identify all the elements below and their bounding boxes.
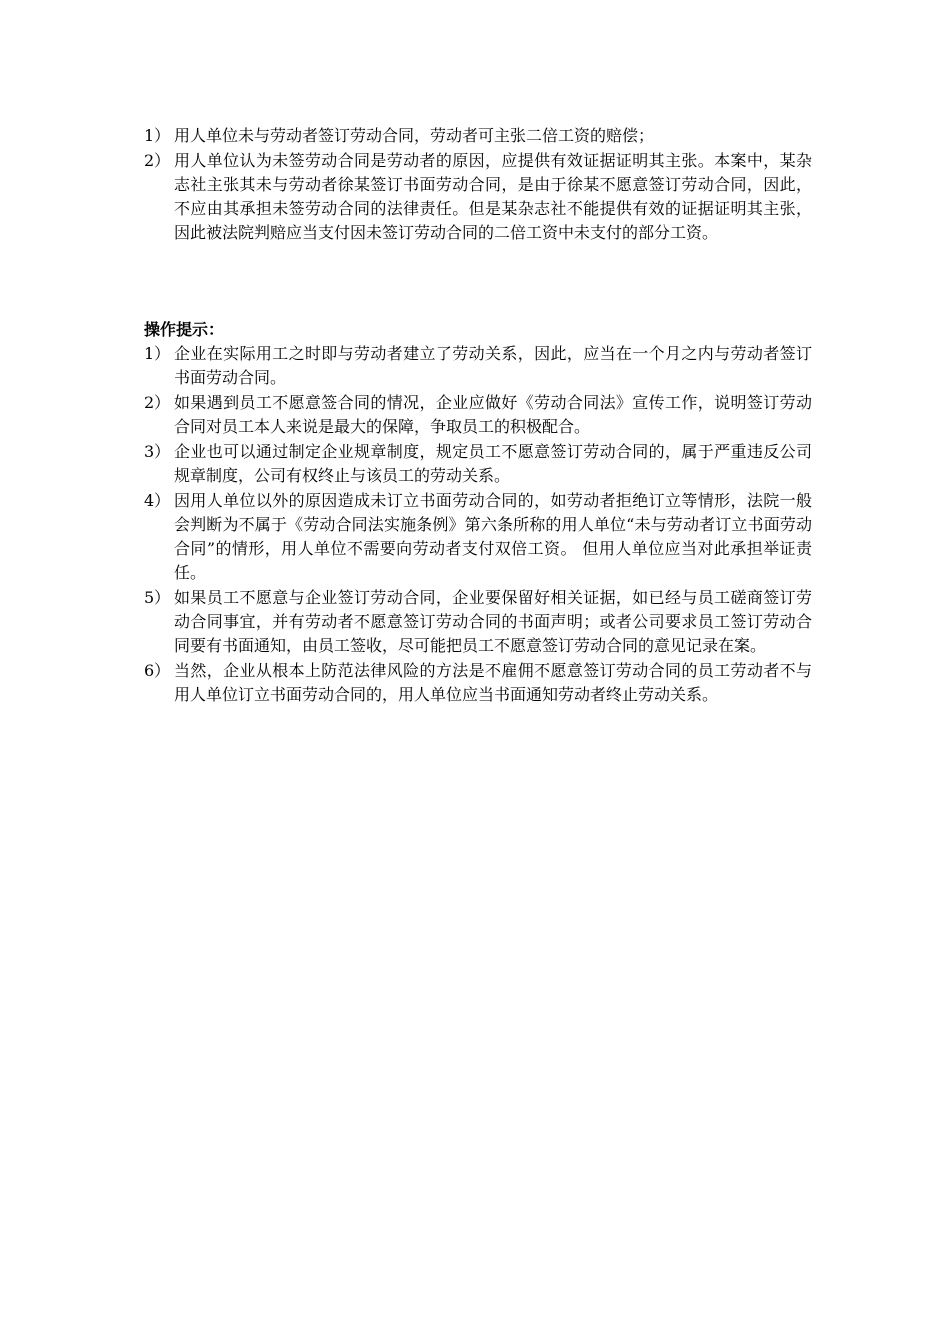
item-text: 如果遇到员工不愿意签合同的情况，企业应做好《劳动合同法》宣传工作，说明签订劳动合同对员工本人来说是最大的保障，争取员工的积极配合。 (174, 393, 812, 436)
item-text: 用人单位认为未签劳动合同是劳动者的原因，应提供有效证据证明其主张。本案中，某杂志社主张其未与劳动者徐某签订书面劳动合同，是由于徐某不愿意签订劳动合同，因此，不应由其承担未签劳动合同的法律责任。但是某杂志社不能提供有效的证据证明其主张，因此被法院判赔应当支付因未签订劳动合同的二倍工资中未支付的部分工资。 (174, 151, 812, 242)
item-text: 如果员工不愿意与企业签订劳动合同，企业要保留好相关证据，如已经与员工磋商签订劳动合同事宜，并有劳动者不愿意签订劳动合同的书面声明；或者公司要求员工签订劳动合同要有书面通知，由员工签收，尽可能把员工不愿意签订劳动合同的意见记录在案。 (174, 588, 812, 655)
item-number: 5） (144, 588, 171, 607)
item-text: 当然，企业从根本上防范法律风险的方法是不雇佣不愿意签订劳动合同的员工劳动者不与用人单位订立书面劳动合同的，用人单位应当书面通知劳动者终止劳动关系。 (174, 661, 812, 704)
item-number: 6） (144, 661, 171, 680)
item-number: 3） (144, 442, 171, 461)
list-item (144, 586, 812, 658)
item-text: 因用人单位以外的原因造成未订立书面劳动合同的，如劳动者拒绝订立等情形，法院一般会判断为不属于《劳动合同法实施条例》第六条所称的用人单位“未与劳动者订立书面劳动合同”的情形，用人单位不需要向劳动者支付双倍工资。 但用人单位应当对此承担举证责任。 (174, 491, 812, 582)
section-heading: 操作提示： (144, 320, 225, 339)
item-text: 企业也可以通过制定企业规章制度，规定员工不愿意签订劳动合同的，属于严重违反公司规章制度，公司有权终止与该员工的劳动关系。 (174, 442, 812, 485)
item-text: 企业在实际用工之时即与劳动者建立了劳动关系，因此，应当在一个月之内与劳动者签订书面劳动合同。 (174, 344, 812, 387)
item-number: 1） (144, 126, 171, 145)
item-text: 用人单位未与劳动者签订劳动合同，劳动者可主张二倍工资的赔偿； (174, 126, 655, 145)
list-item (144, 149, 812, 245)
list-item (144, 391, 812, 439)
list-item (144, 342, 812, 390)
item-number: 2） (144, 151, 171, 170)
section-spacer (144, 246, 812, 318)
list-item (144, 659, 812, 707)
item-number: 1） (144, 344, 171, 363)
list-item (144, 489, 812, 585)
case-analysis-list (144, 124, 812, 245)
item-number: 2） (144, 393, 171, 412)
operation-tips-list (144, 342, 812, 707)
document-body (144, 124, 812, 708)
list-item (144, 124, 812, 148)
item-number: 4） (144, 491, 171, 510)
list-item (144, 440, 812, 488)
